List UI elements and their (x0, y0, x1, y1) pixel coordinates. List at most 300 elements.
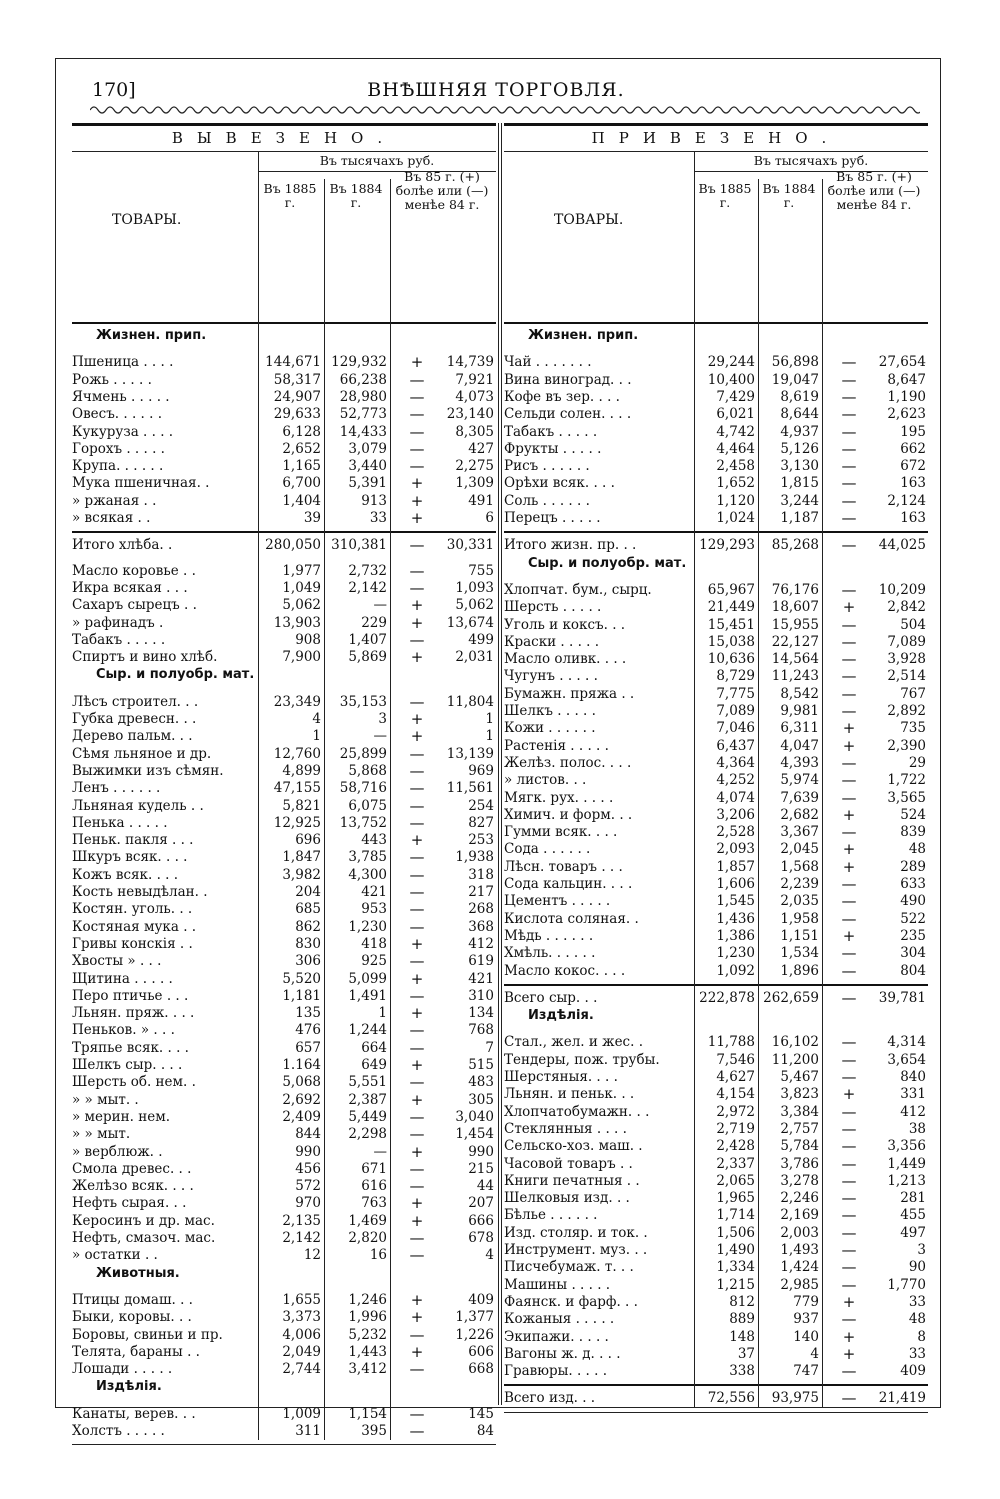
diff-sign: — (841, 353, 857, 372)
value-1885: 2,692 (282, 1091, 321, 1108)
value-1884: 16,102 (771, 1034, 819, 1051)
value-1884: 2,035 (780, 893, 819, 910)
value-1885: 2,049 (282, 1343, 321, 1360)
table-row (72, 537, 496, 554)
goods-name: Соль . . . . . . (504, 492, 590, 509)
diff-sign: — (409, 422, 425, 441)
goods-name: Стеклянныя . . . . (504, 1120, 627, 1137)
goods-name: Телята, бараны . . (72, 1343, 200, 1360)
table-row (72, 936, 496, 953)
table-row (504, 651, 928, 668)
goods-name: Масло оливк. . . . (504, 651, 627, 668)
goods-name: Птицы домаш. . . (72, 1291, 193, 1308)
table-row (504, 1121, 928, 1138)
value-1884: 5,974 (780, 772, 819, 789)
diff-value: 4,073 (455, 388, 494, 405)
value-1884: 2,682 (780, 806, 819, 823)
table-row (72, 728, 496, 745)
diff-sign: + (410, 934, 424, 953)
goods-name: Шкуръ всяк. . . . (72, 849, 188, 866)
diff-value: 804 (900, 962, 926, 979)
goods-name: Химич. и форм. . . (504, 806, 633, 823)
diff-value: 1,722 (887, 772, 926, 789)
value-1884: 649 (361, 1057, 387, 1073)
table-row (72, 1178, 496, 1195)
value-1884: 1,244 (348, 1022, 387, 1039)
goods-name: Табакъ . . . . . (504, 423, 598, 440)
goods-name: » мерин. нем. (72, 1108, 171, 1125)
table-row (504, 441, 928, 458)
diff-sign: — (409, 387, 425, 406)
diff-value: 2,892 (887, 703, 926, 719)
table-row (72, 971, 496, 988)
value-1884: 2,239 (780, 876, 819, 892)
diff-sign: + (410, 596, 424, 615)
value-1885: 2,135 (282, 1212, 321, 1229)
goods-name: Краски . . . . . (504, 633, 600, 650)
table-row (72, 458, 496, 475)
value-1885: 10,636 (707, 651, 755, 668)
diff-value: 1,190 (887, 388, 926, 405)
import-section-title: ПРИВЕЗЕНО. (591, 129, 841, 147)
table-row (72, 1057, 496, 1074)
diff-value: 163 (900, 475, 926, 492)
diff-sign: + (410, 474, 424, 493)
value-1884: 4,937 (780, 423, 819, 440)
diff-sign: — (841, 1206, 857, 1225)
goods-name: Итого хлѣба. . (72, 537, 173, 554)
category-label: Сыр. и полуобр. мат. (528, 555, 687, 571)
goods-name: Чугунъ . . . . . (504, 668, 598, 685)
category-heading (504, 555, 928, 572)
diff-sign: + (410, 509, 424, 527)
diff-value: 29 (908, 754, 926, 771)
diff-value: 39,781 (878, 989, 926, 1006)
value-1884: 2,985 (780, 1276, 819, 1293)
goods-name: Холстъ . . . . . (72, 1423, 165, 1439)
diff-sign: — (841, 439, 857, 458)
value-1885: 4,464 (716, 440, 755, 457)
value-1885: 2,744 (282, 1361, 321, 1378)
diff-sign: — (409, 405, 425, 424)
category-heading (72, 666, 496, 683)
table-row (72, 475, 496, 492)
goods-header: ТОВАРЫ. (112, 212, 182, 228)
diff-value: 839 (900, 824, 926, 841)
table-row (72, 711, 496, 728)
goods-name: Уголь и коксъ. . . (504, 616, 626, 633)
wavy-rule (90, 103, 920, 117)
goods-name: Бѣлье . . . . . . (504, 1207, 598, 1224)
table-row (504, 634, 928, 651)
import-header (504, 151, 928, 324)
diff-sign: — (841, 684, 857, 703)
table-row (504, 582, 928, 599)
center-divider (498, 123, 502, 1405)
goods-name: Всего сыр. . . (504, 989, 598, 1006)
table-row (504, 1207, 928, 1224)
goods-name: Тендеры, пож. трубы. (504, 1051, 660, 1068)
value-1884: 262,659 (763, 989, 819, 1006)
value-1884: 2,045 (780, 841, 819, 858)
table-row (72, 1327, 496, 1344)
goods-name: Лѣсн. товаръ . . . (504, 858, 623, 875)
value-1885: 7,429 (716, 388, 755, 405)
export-column (72, 123, 496, 1440)
value-1885: 12,760 (273, 745, 321, 762)
goods-name: Шерсть об. нем. . (72, 1074, 196, 1091)
table-row (504, 1173, 928, 1190)
diff-value: 1,213 (887, 1172, 926, 1189)
table-row (504, 493, 928, 510)
value-1884: 1,534 (780, 945, 819, 962)
value-1884: 3,278 (780, 1172, 819, 1189)
value-1885: 2,409 (282, 1108, 321, 1125)
value-1884: 1,246 (348, 1291, 387, 1308)
diff-value: 48 (908, 1311, 926, 1328)
value-1884: 11,200 (771, 1051, 819, 1068)
table-row (504, 686, 928, 703)
diff-sign: — (841, 702, 857, 720)
diff-value: 134 (468, 1005, 494, 1022)
value-1885: 657 (295, 1039, 321, 1056)
diff-value: 13,674 (446, 614, 494, 631)
value-1885: 5,062 (282, 597, 321, 614)
table-row (72, 580, 496, 597)
diff-value: 3,356 (887, 1138, 926, 1155)
value-1884: 4 (810, 1345, 819, 1362)
value-1884: 3,367 (780, 824, 819, 841)
value-1884: 664 (361, 1039, 387, 1056)
table-row (72, 510, 496, 527)
value-1884: 3,244 (780, 492, 819, 509)
value-1884: 2,169 (780, 1207, 819, 1224)
header-rule (258, 171, 496, 172)
value-1884: 66,238 (339, 371, 387, 388)
table-row (504, 876, 928, 893)
diff-value: 491 (468, 492, 494, 509)
value-1884: 5,868 (348, 762, 387, 779)
diff-value: 14,739 (446, 354, 494, 371)
value-1884: 14,433 (339, 423, 387, 440)
value-1885: 1.164 (282, 1057, 321, 1073)
diff-value: 2,124 (887, 492, 926, 509)
table-row (504, 668, 928, 685)
diff-sign: — (841, 1119, 857, 1138)
table-row (504, 617, 928, 634)
table-row (504, 928, 928, 945)
table-row (72, 746, 496, 763)
value-1884: 13,752 (339, 814, 387, 831)
value-1884: 2,387 (348, 1091, 387, 1108)
col-1884-header: Въ 1884 г. (762, 181, 816, 210)
value-1884: 3,440 (348, 458, 387, 475)
diff-value: 3 (917, 1242, 926, 1258)
diff-sign: — (409, 1325, 425, 1344)
diff-value: 668 (468, 1361, 494, 1378)
diff-sign: — (841, 1241, 857, 1259)
table-row (72, 1022, 496, 1039)
value-1884: 85,268 (771, 537, 819, 554)
goods-name: Хвосты » . . . (72, 953, 162, 970)
diff-sign: — (841, 892, 857, 911)
total-separator (72, 531, 496, 533)
value-1885: 2,528 (716, 824, 755, 841)
value-1885: 1,714 (716, 1207, 755, 1224)
diff-value: 7 (485, 1039, 494, 1056)
diff-value: 1,454 (455, 1126, 494, 1143)
diff-sign: + (410, 727, 424, 746)
diff-value: 1 (485, 728, 494, 745)
diff-value: 207 (468, 1195, 494, 1212)
goods-name: Пшеница . . . . (72, 354, 174, 371)
table-row (504, 1259, 928, 1276)
diff-sign: — (409, 952, 425, 971)
value-1885: 1,092 (716, 962, 755, 979)
value-1885: 4,154 (716, 1086, 755, 1103)
diff-sign: — (409, 457, 425, 476)
diff-value: 253 (468, 832, 494, 849)
goods-name: Инструмент. муз. . . (504, 1242, 648, 1258)
diff-value: 524 (900, 806, 926, 823)
value-1885: 2,142 (282, 1230, 321, 1246)
diff-value: 619 (468, 953, 494, 970)
table-row (72, 815, 496, 832)
value-1884: 2,732 (348, 562, 387, 579)
value-1885: 129,293 (699, 537, 755, 554)
value-1885: 4,252 (716, 772, 755, 789)
value-1885: 4,899 (282, 762, 321, 779)
table-row (72, 597, 496, 614)
diff-sign: — (409, 1177, 425, 1196)
value-1885: 15,038 (707, 633, 755, 650)
value-1884: 19,047 (771, 371, 819, 388)
value-1885: 1,857 (716, 858, 755, 875)
table-row (504, 537, 928, 554)
value-1884: 779 (793, 1293, 819, 1310)
goods-name: » всякая . . (72, 510, 151, 526)
value-1885: 1,386 (716, 927, 755, 944)
goods-name: Губка древесн. . . (72, 711, 197, 727)
diff-value: 163 (900, 510, 926, 526)
diff-sign: + (410, 1342, 424, 1361)
table-row (72, 1195, 496, 1212)
value-1885: 204 (295, 884, 321, 900)
table-row (72, 1406, 496, 1423)
value-1885: 37 (737, 1345, 755, 1362)
diff-value: 1,770 (887, 1276, 926, 1293)
diff-sign: — (841, 1154, 857, 1173)
table-row (504, 389, 928, 406)
diff-sign: — (409, 1404, 425, 1423)
value-1885: 3,206 (716, 806, 755, 823)
diff-value: 3,565 (887, 789, 926, 806)
diff-sign: + (842, 926, 856, 945)
value-1884: 58,716 (339, 780, 387, 797)
category-label: Издѣлія. (96, 1379, 162, 1395)
table-row (72, 1344, 496, 1361)
table-row (72, 867, 496, 884)
table-row (504, 510, 928, 527)
table-row (72, 1092, 496, 1109)
diff-value: 1,449 (887, 1155, 926, 1172)
value-1884: 25,899 (339, 745, 387, 762)
diff-value: 217 (468, 884, 494, 900)
diff-value: 21,419 (878, 1390, 926, 1407)
diff-sign: + (842, 1292, 856, 1311)
goods-name: Изд. столяр. и ток. . (504, 1224, 648, 1241)
diff-sign: — (409, 578, 425, 597)
goods-name: Керосинъ и др. мас. (72, 1212, 215, 1229)
value-1885: 1,024 (716, 510, 755, 526)
diff-value: 522 (900, 910, 926, 927)
table-row (504, 1225, 928, 1242)
diff-value: 672 (900, 458, 926, 475)
value-1885: 1,049 (282, 579, 321, 596)
value-1885: 1,606 (716, 876, 755, 892)
table-row (504, 372, 928, 389)
value-1884: 4,300 (348, 866, 387, 883)
table-row (504, 824, 928, 841)
value-1885: 29,244 (707, 354, 755, 371)
table-row (72, 1005, 496, 1022)
diff-sign: — (841, 1310, 857, 1329)
table-row (72, 441, 496, 458)
diff-value: 2,275 (455, 458, 494, 475)
table-row (72, 1213, 496, 1230)
diff-sign: + (410, 1308, 424, 1327)
goods-name: Шелкъ . . . . . (504, 703, 596, 719)
goods-name: Льнян. пряж. . . . (72, 1005, 195, 1022)
column-rule (694, 151, 695, 179)
value-1885: 2,972 (716, 1103, 755, 1120)
value-1885: 572 (295, 1178, 321, 1195)
table-row (504, 1294, 928, 1311)
value-1885: 47,155 (273, 780, 321, 797)
column-rule (758, 179, 759, 1408)
table-row (504, 1346, 928, 1363)
diff-sign: + (410, 1142, 424, 1161)
goods-name: Чай . . . . . . . (504, 354, 592, 371)
value-1884: 1,815 (780, 475, 819, 492)
value-1884: 5,869 (348, 649, 387, 666)
table-row (504, 990, 928, 1007)
table-row (72, 649, 496, 666)
diff-value: 6 (485, 510, 494, 526)
value-1884: 16 (369, 1247, 387, 1264)
value-1885: 23,349 (273, 693, 321, 710)
value-1885: 1,436 (716, 910, 755, 927)
diff-sign: + (410, 353, 424, 372)
diff-sign: — (409, 1360, 425, 1379)
value-1885: 1,545 (716, 893, 755, 910)
table-row (504, 1329, 928, 1346)
value-1885: 4,364 (716, 754, 755, 771)
category-heading (504, 1007, 928, 1024)
diff-sign: — (841, 615, 857, 634)
goods-name: » » мыт. . (72, 1091, 139, 1108)
value-1884: 5,467 (780, 1069, 819, 1085)
diff-sign: — (409, 1038, 425, 1057)
value-1884: — (373, 728, 387, 745)
column-rule (694, 179, 695, 1408)
value-1884: 8,619 (780, 388, 819, 405)
table-row (72, 901, 496, 918)
table-row (72, 849, 496, 866)
table-row (72, 763, 496, 780)
category-heading (72, 1265, 496, 1282)
diff-value: 38 (908, 1120, 926, 1137)
diff-value: 606 (468, 1343, 494, 1360)
diff-sign: + (842, 1327, 856, 1346)
value-1884: 1,568 (780, 858, 819, 875)
goods-name: Желѣзо всяк. . . . (72, 1178, 194, 1195)
diff-value: 90 (908, 1259, 926, 1276)
value-1885: 2,458 (716, 458, 755, 475)
diff-sign: — (409, 439, 425, 458)
column-rule (822, 179, 823, 1408)
value-1884: 4,047 (780, 737, 819, 754)
table-row (72, 632, 496, 649)
goods-name: Кукуруза . . . . (72, 423, 174, 440)
page-title: ВНѢШНЯЯ ТОРГОВЛЯ. (367, 79, 625, 101)
value-1884: 8,644 (780, 406, 819, 423)
goods-name: Перецъ . . . . . (504, 510, 601, 526)
table-row (504, 354, 928, 371)
table-row (72, 694, 496, 711)
col-1884-header: Въ 1884 г. (329, 181, 383, 210)
diff-value: 2,842 (887, 599, 926, 616)
diff-sign: + (410, 1004, 424, 1023)
value-1885: 72,556 (707, 1390, 755, 1407)
diff-sign: — (841, 1389, 857, 1408)
diff-sign: — (841, 370, 857, 389)
value-1884: 7,639 (780, 789, 819, 806)
diff-sign: — (841, 536, 857, 555)
diff-sign: — (841, 650, 857, 669)
diff-value: 33 (908, 1345, 926, 1362)
goods-name: Пеньков. » . . . (72, 1022, 175, 1039)
goods-name: Фаянск. и фарф. . . (504, 1293, 638, 1310)
goods-name: Кожи . . . . . . (504, 720, 596, 737)
table-row (504, 1363, 928, 1380)
diff-value: 145 (468, 1405, 494, 1422)
diff-sign: + (842, 1085, 856, 1104)
diff-value: 768 (468, 1022, 494, 1039)
table-row (72, 1292, 496, 1309)
value-1885: 1,404 (282, 492, 321, 509)
value-1884: 937 (793, 1311, 819, 1328)
value-1885: 812 (729, 1293, 755, 1310)
value-1885: 1,652 (716, 475, 755, 492)
diff-sign: — (409, 1422, 425, 1440)
value-1884: 925 (361, 953, 387, 970)
diff-value: 304 (900, 945, 926, 962)
value-1885: 4 (312, 711, 321, 727)
diff-sign: — (409, 744, 425, 763)
value-1884: 28,980 (339, 388, 387, 405)
value-1885: 908 (295, 631, 321, 648)
goods-name: Хлопчатобумажн. . . (504, 1103, 650, 1120)
value-1885: 6,437 (716, 737, 755, 754)
value-1884: 3 (378, 711, 387, 727)
total-separator (504, 531, 928, 533)
goods-name: Гумми всяк. . . . (504, 824, 618, 841)
value-1885: 6,021 (716, 406, 755, 423)
goods-name: Мука пшеничная. . (72, 475, 210, 492)
diff-value: 990 (468, 1143, 494, 1160)
bottom-rule (504, 1412, 928, 1413)
